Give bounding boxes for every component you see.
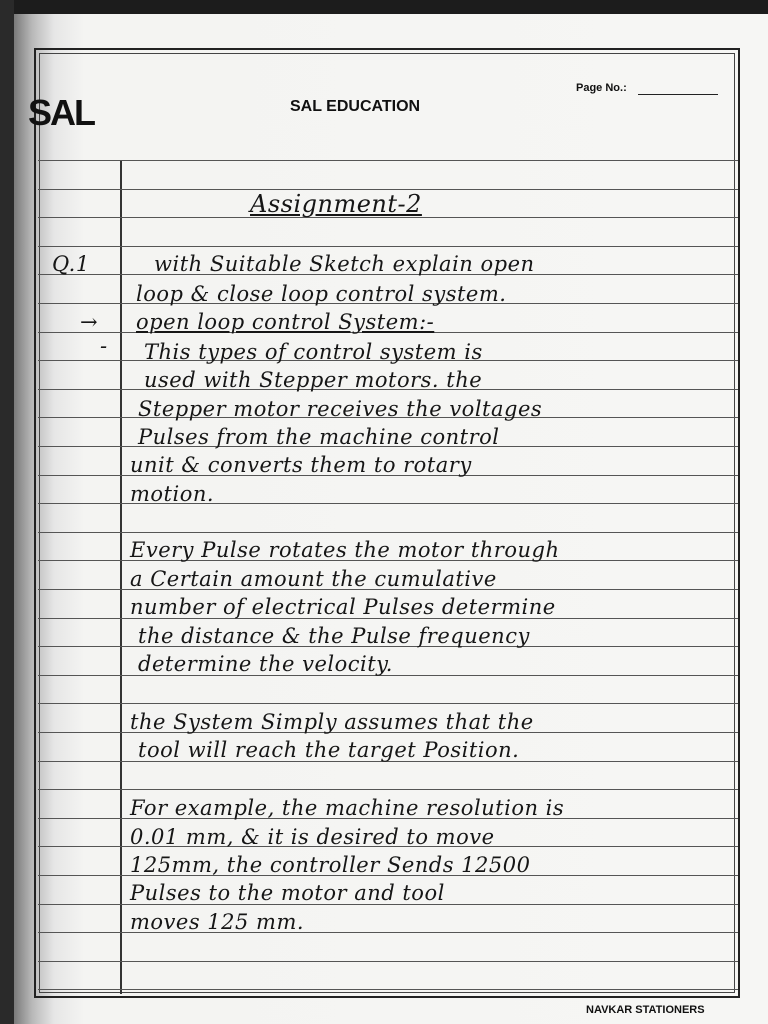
page-top-edge: [14, 0, 768, 14]
paragraph-line: motion.: [130, 482, 215, 506]
paragraph-line: Pulses from the machine control: [138, 425, 500, 449]
section-heading: open loop control System:-: [136, 310, 435, 334]
stationer-name: NAVKAR STATIONERS: [586, 1004, 705, 1016]
question-line: with Suitable Sketch explain open: [154, 252, 535, 276]
paragraph-line: determine the velocity.: [138, 652, 393, 676]
paragraph-line: Pulses to the motor and tool: [130, 881, 445, 905]
paragraph-line: number of electrical Pulses determine: [130, 595, 556, 619]
paragraph-line: used with Stepper motors. the: [144, 368, 483, 392]
ruled-line: [38, 160, 738, 161]
page-number-line: [638, 94, 718, 95]
ruled-line: [38, 789, 738, 790]
notebook-page: [14, 0, 768, 1024]
paragraph-line: a Certain amount the cumulative: [130, 567, 497, 591]
paragraph-line: the System Simply assumes that the: [130, 710, 534, 734]
paragraph-line: unit & converts them to rotary: [130, 453, 472, 477]
ruled-line: [38, 703, 738, 704]
paragraph-line: moves 125 mm.: [130, 910, 305, 934]
paragraph-line: Stepper motor receives the voltages: [138, 397, 543, 421]
question-number: Q.1: [52, 252, 90, 276]
margin-line: [120, 160, 122, 994]
ruled-line: [38, 246, 738, 247]
paragraph-line: tool will reach the target Position.: [138, 738, 520, 762]
brand-name: SAL EDUCATION: [290, 98, 421, 115]
sal-logo: SAL: [28, 92, 94, 133]
question-line: loop & close loop control system.: [136, 282, 507, 306]
ruled-line: [38, 532, 738, 533]
page-number-label: Page No.:: [576, 82, 627, 94]
dash-marker: -: [100, 334, 108, 358]
paragraph-line: For example, the machine resolution is: [130, 796, 565, 820]
arrow-marker: →: [80, 310, 99, 334]
paragraph-line: Every Pulse rotates the motor through: [130, 538, 560, 562]
ruled-line: [38, 961, 738, 962]
paragraph-line: This types of control system is: [144, 340, 483, 364]
paragraph-line: 125mm, the controller Sends 12500: [130, 853, 531, 877]
assignment-title: Assignment-2: [250, 190, 422, 218]
paragraph-line: 0.01 mm, & it is desired to move: [130, 825, 495, 849]
paragraph-line: the distance & the Pulse frequency: [138, 624, 530, 648]
ruled-line: [38, 989, 738, 990]
